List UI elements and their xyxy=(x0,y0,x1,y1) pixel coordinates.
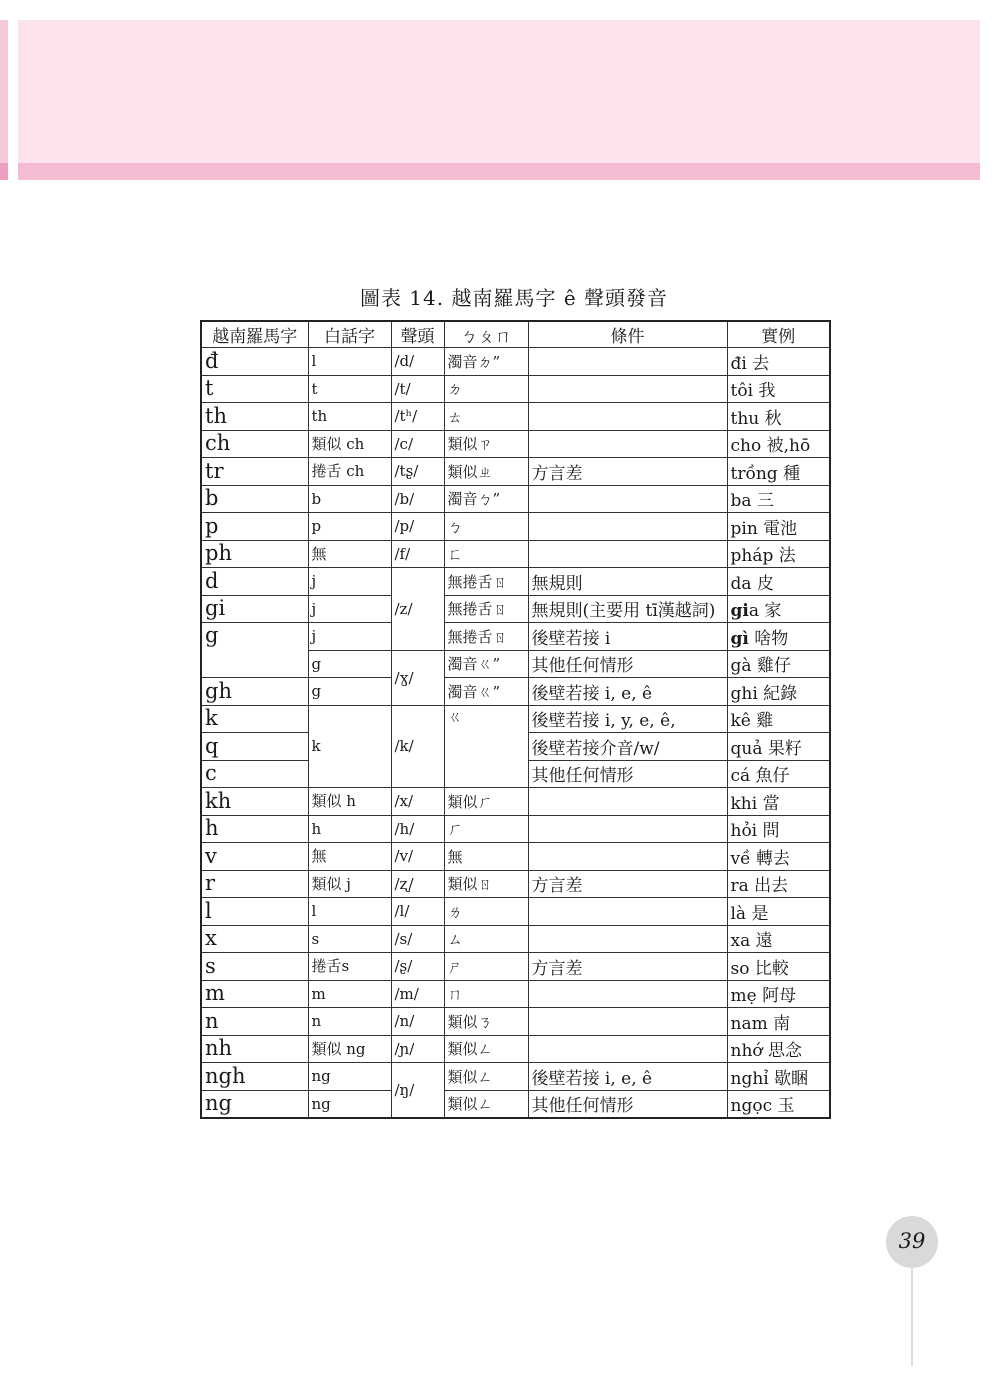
example-cell: quả 果籽 xyxy=(727,733,830,761)
condition-cell xyxy=(528,1008,727,1036)
baihua-cell: 捲舌s xyxy=(308,953,391,981)
roman-cell: c xyxy=(201,760,308,788)
example-cell: pin 電池 xyxy=(727,513,830,541)
header-condition: 條件 xyxy=(528,321,727,348)
example-cell: mẹ 阿母 xyxy=(727,980,830,1008)
roman-cell: s xyxy=(201,953,308,981)
bopomofo-cell: 類似ㄗ xyxy=(444,430,528,458)
condition-cell: 其他任何情形 xyxy=(528,650,727,678)
table-row xyxy=(201,403,830,431)
roman-cell: tr xyxy=(201,458,308,486)
bopomofo-cell: 濁音ㄍ” xyxy=(444,650,528,678)
initials-table xyxy=(200,320,831,1119)
condition-cell xyxy=(528,1035,727,1063)
left-edge-stripe xyxy=(0,163,8,180)
header-example: 實例 xyxy=(727,321,830,348)
roman-cell: v xyxy=(201,843,308,871)
roman-cell: x xyxy=(201,925,308,953)
bopomofo-cell: ㄇ xyxy=(444,980,528,1008)
header-banner xyxy=(18,20,980,180)
condition-cell xyxy=(528,925,727,953)
left-edge-tab xyxy=(0,20,8,180)
baihua-cell: 無 xyxy=(308,540,391,568)
table-row xyxy=(201,623,830,651)
condition-cell xyxy=(528,403,727,431)
baihua-cell: l xyxy=(308,348,391,376)
baihua-cell: j xyxy=(308,595,391,623)
initial-cell: /x/ xyxy=(391,788,444,816)
baihua-cell: g xyxy=(308,678,391,706)
roman-cell: ch xyxy=(201,430,308,458)
header-banner-stripe xyxy=(18,163,980,180)
table-row xyxy=(201,430,830,458)
roman-cell: k xyxy=(201,705,308,733)
table-row xyxy=(201,1090,830,1118)
table-caption: 圖表 14. 越南羅馬字 ê 聲頭發音 xyxy=(359,286,669,310)
roman-cell: n xyxy=(201,1008,308,1036)
bopomofo-cell: ㄊ xyxy=(444,403,528,431)
baihua-cell: m xyxy=(308,980,391,1008)
initial-cell: /ɲ/ xyxy=(391,1035,444,1063)
initial-cell: /v/ xyxy=(391,843,444,871)
baihua-cell: j xyxy=(308,568,391,596)
roman-cell: ngh xyxy=(201,1063,308,1091)
roman-cell: l xyxy=(201,898,308,926)
example-cell: tôi 我 xyxy=(727,375,830,403)
table-row xyxy=(201,843,830,871)
initial-cell: /p/ xyxy=(391,513,444,541)
condition-cell xyxy=(528,815,727,843)
condition-cell xyxy=(528,788,727,816)
condition-cell: 其他任何情形 xyxy=(528,1090,727,1118)
bopomofo-cell: ㄍ xyxy=(444,705,528,788)
example-cell: nam 南 xyxy=(727,1008,830,1036)
bopomofo-cell: ㄏ xyxy=(444,815,528,843)
bopomofo-cell: 無捲舌ㄖ xyxy=(444,595,528,623)
page-number: 39 xyxy=(898,1229,926,1253)
roman-cell: đ xyxy=(201,348,308,376)
example-cell: ba 三 xyxy=(727,485,830,513)
initial-cell: /ŋ/ xyxy=(391,1063,444,1119)
initial-cell: /t/ xyxy=(391,375,444,403)
example-cell: xa 遠 xyxy=(727,925,830,953)
bopomofo-cell: 類似ㄓ xyxy=(444,458,528,486)
table-row xyxy=(201,540,830,568)
condition-cell xyxy=(528,348,727,376)
baihua-cell: g xyxy=(308,650,391,678)
baihua-cell: 類似 h xyxy=(308,788,391,816)
table-row xyxy=(201,1063,830,1091)
bopomofo-cell: ㄈ xyxy=(444,540,528,568)
bopomofo-cell: ㄕ xyxy=(444,953,528,981)
example-cell: da 皮 xyxy=(727,568,830,596)
table-row xyxy=(201,485,830,513)
condition-cell: 方言差 xyxy=(528,870,727,898)
bopomofo-cell: 無捲舌ㄖ xyxy=(444,568,528,596)
condition-cell: 無規則(主要用 tī漢越詞) xyxy=(528,595,727,623)
table-row xyxy=(201,815,830,843)
header-initial: 聲頭 xyxy=(391,321,444,348)
bopomofo-cell: ㄙ xyxy=(444,925,528,953)
example-cell: ra 出去 xyxy=(727,870,830,898)
initial-cell: /ʂ/ xyxy=(391,953,444,981)
condition-cell: 其他任何情形 xyxy=(528,760,727,788)
table-row xyxy=(201,870,830,898)
example-cell xyxy=(727,595,830,623)
table-row xyxy=(201,705,830,733)
example-cell: về 轉去 xyxy=(727,843,830,871)
bopomofo-cell: ㄌ xyxy=(444,898,528,926)
roman-cell: q xyxy=(201,733,308,761)
example-cell: pháp 法 xyxy=(727,540,830,568)
baihua-cell: 捲舌 ch xyxy=(308,458,391,486)
condition-cell: 方言差 xyxy=(528,953,727,981)
roman-cell: g xyxy=(201,623,308,678)
roman-cell: gh xyxy=(201,678,308,706)
condition-cell: 後壁若接 i xyxy=(528,623,727,651)
example-cell: là 是 xyxy=(727,898,830,926)
roman-cell: gi xyxy=(201,595,308,623)
condition-cell: 後壁若接 i, e, ê xyxy=(528,1063,727,1091)
table-row xyxy=(201,1008,830,1036)
page-margin-line xyxy=(911,1268,913,1366)
table-row xyxy=(201,348,830,376)
example-text: a 家 xyxy=(748,601,782,622)
initial-cell: /n/ xyxy=(391,1008,444,1036)
initial-cell: /tʂ/ xyxy=(391,458,444,486)
baihua-cell: 類似 j xyxy=(308,870,391,898)
example-cell: nghỉ 歇睏 xyxy=(727,1063,830,1091)
bopomofo-cell: 類似ㄋ xyxy=(444,1008,528,1036)
table-row xyxy=(201,980,830,1008)
condition-cell: 後壁若接 i, e, ê xyxy=(528,678,727,706)
example-cell: đi 去 xyxy=(727,348,830,376)
initial-cell: /h/ xyxy=(391,815,444,843)
initial-cell: /c/ xyxy=(391,430,444,458)
initial-cell: /ɣ/ xyxy=(391,650,444,705)
example-cell: trồng 種 xyxy=(727,458,830,486)
bopomofo-cell: 濁音ㄅ” xyxy=(444,485,528,513)
table-row xyxy=(201,898,830,926)
table-row xyxy=(201,513,830,541)
initial-cell: /s/ xyxy=(391,925,444,953)
roman-cell: kh xyxy=(201,788,308,816)
header-baihua: 白話字 xyxy=(308,321,391,348)
baihua-cell: s xyxy=(308,925,391,953)
baihua-cell: t xyxy=(308,375,391,403)
table-row xyxy=(201,925,830,953)
initial-cell: /tʰ/ xyxy=(391,403,444,431)
example-text: 啥物 xyxy=(748,628,789,649)
example-cell: gà 雞仔 xyxy=(727,650,830,678)
example-cell: so 比較 xyxy=(727,953,830,981)
condition-cell xyxy=(528,430,727,458)
table-row xyxy=(201,375,830,403)
condition-cell: 無規則 xyxy=(528,568,727,596)
baihua-cell: k xyxy=(308,705,391,788)
example-cell: thu 秋 xyxy=(727,403,830,431)
bopomofo-cell: 類似ㄖ xyxy=(444,870,528,898)
baihua-cell: 無 xyxy=(308,843,391,871)
roman-cell: d xyxy=(201,568,308,596)
condition-cell xyxy=(528,980,727,1008)
initial-cell: /z/ xyxy=(391,568,444,651)
table-header-row xyxy=(201,321,830,348)
baihua-cell: j xyxy=(308,623,391,651)
example-cell: khi 當 xyxy=(727,788,830,816)
initial-cell: /f/ xyxy=(391,540,444,568)
roman-cell: t xyxy=(201,375,308,403)
baihua-cell: b xyxy=(308,485,391,513)
bopomofo-cell: 類似ㄥ xyxy=(444,1035,528,1063)
bopomofo-cell: ㄉ xyxy=(444,375,528,403)
initial-cell: /k/ xyxy=(391,705,444,788)
example-cell xyxy=(727,623,830,651)
bopomofo-cell: 濁音ㄉ” xyxy=(444,348,528,376)
bopomofo-cell: ㄅ xyxy=(444,513,528,541)
example-cell: cho 被,hō xyxy=(727,430,830,458)
roman-cell: th xyxy=(201,403,308,431)
bopomofo-cell: 類似ㄥ xyxy=(444,1090,528,1118)
table-row xyxy=(201,953,830,981)
condition-cell xyxy=(528,540,727,568)
condition-cell xyxy=(528,485,727,513)
table-row xyxy=(201,568,830,596)
initial-cell: /d/ xyxy=(391,348,444,376)
roman-cell: b xyxy=(201,485,308,513)
baihua-cell: n xyxy=(308,1008,391,1036)
condition-cell: 方言差 xyxy=(528,458,727,486)
bopomofo-cell: 類似ㄏ xyxy=(444,788,528,816)
initial-cell: /m/ xyxy=(391,980,444,1008)
baihua-cell: p xyxy=(308,513,391,541)
condition-cell xyxy=(528,843,727,871)
initial-cell: /ʐ/ xyxy=(391,870,444,898)
example-cell: ngọc 玉 xyxy=(727,1090,830,1118)
example-cell: cá 魚仔 xyxy=(727,760,830,788)
baihua-cell: ng xyxy=(308,1063,391,1091)
bopomofo-cell: 濁音ㄍ” xyxy=(444,678,528,706)
baihua-cell: 類似 ch xyxy=(308,430,391,458)
bopomofo-cell: 無 xyxy=(444,843,528,871)
baihua-cell: th xyxy=(308,403,391,431)
roman-cell: p xyxy=(201,513,308,541)
roman-cell: r xyxy=(201,870,308,898)
example-cell: hỏi 問 xyxy=(727,815,830,843)
example-cell: nhớ 思念 xyxy=(727,1035,830,1063)
initial-cell: /b/ xyxy=(391,485,444,513)
table-row xyxy=(201,595,830,623)
roman-cell: h xyxy=(201,815,308,843)
condition-cell: 後壁若接介音/w/ xyxy=(528,733,727,761)
roman-cell: nh xyxy=(201,1035,308,1063)
bopomofo-cell: 無捲舌ㄖ xyxy=(444,623,528,651)
header-bopomofo: ㄅㄆㄇ xyxy=(444,321,528,348)
bopomofo-cell: 類似ㄥ xyxy=(444,1063,528,1091)
roman-cell: ph xyxy=(201,540,308,568)
example-bold: gì xyxy=(730,628,749,649)
example-bold: gi xyxy=(730,601,749,622)
condition-cell xyxy=(528,898,727,926)
condition-cell: 後壁若接 i, y, e, ê, xyxy=(528,705,727,733)
header-roman: 越南羅馬字 xyxy=(201,321,308,348)
condition-cell xyxy=(528,513,727,541)
baihua-cell: ng xyxy=(308,1090,391,1118)
initial-cell: /l/ xyxy=(391,898,444,926)
table-row xyxy=(201,788,830,816)
roman-cell: m xyxy=(201,980,308,1008)
table-row xyxy=(201,458,830,486)
table-row xyxy=(201,1035,830,1063)
baihua-cell: 類似 ng xyxy=(308,1035,391,1063)
roman-cell: ng xyxy=(201,1090,308,1118)
example-cell: ghi 紀錄 xyxy=(727,678,830,706)
example-cell: kê 雞 xyxy=(727,705,830,733)
table-row xyxy=(201,678,830,706)
condition-cell xyxy=(528,375,727,403)
baihua-cell: l xyxy=(308,898,391,926)
baihua-cell: h xyxy=(308,815,391,843)
